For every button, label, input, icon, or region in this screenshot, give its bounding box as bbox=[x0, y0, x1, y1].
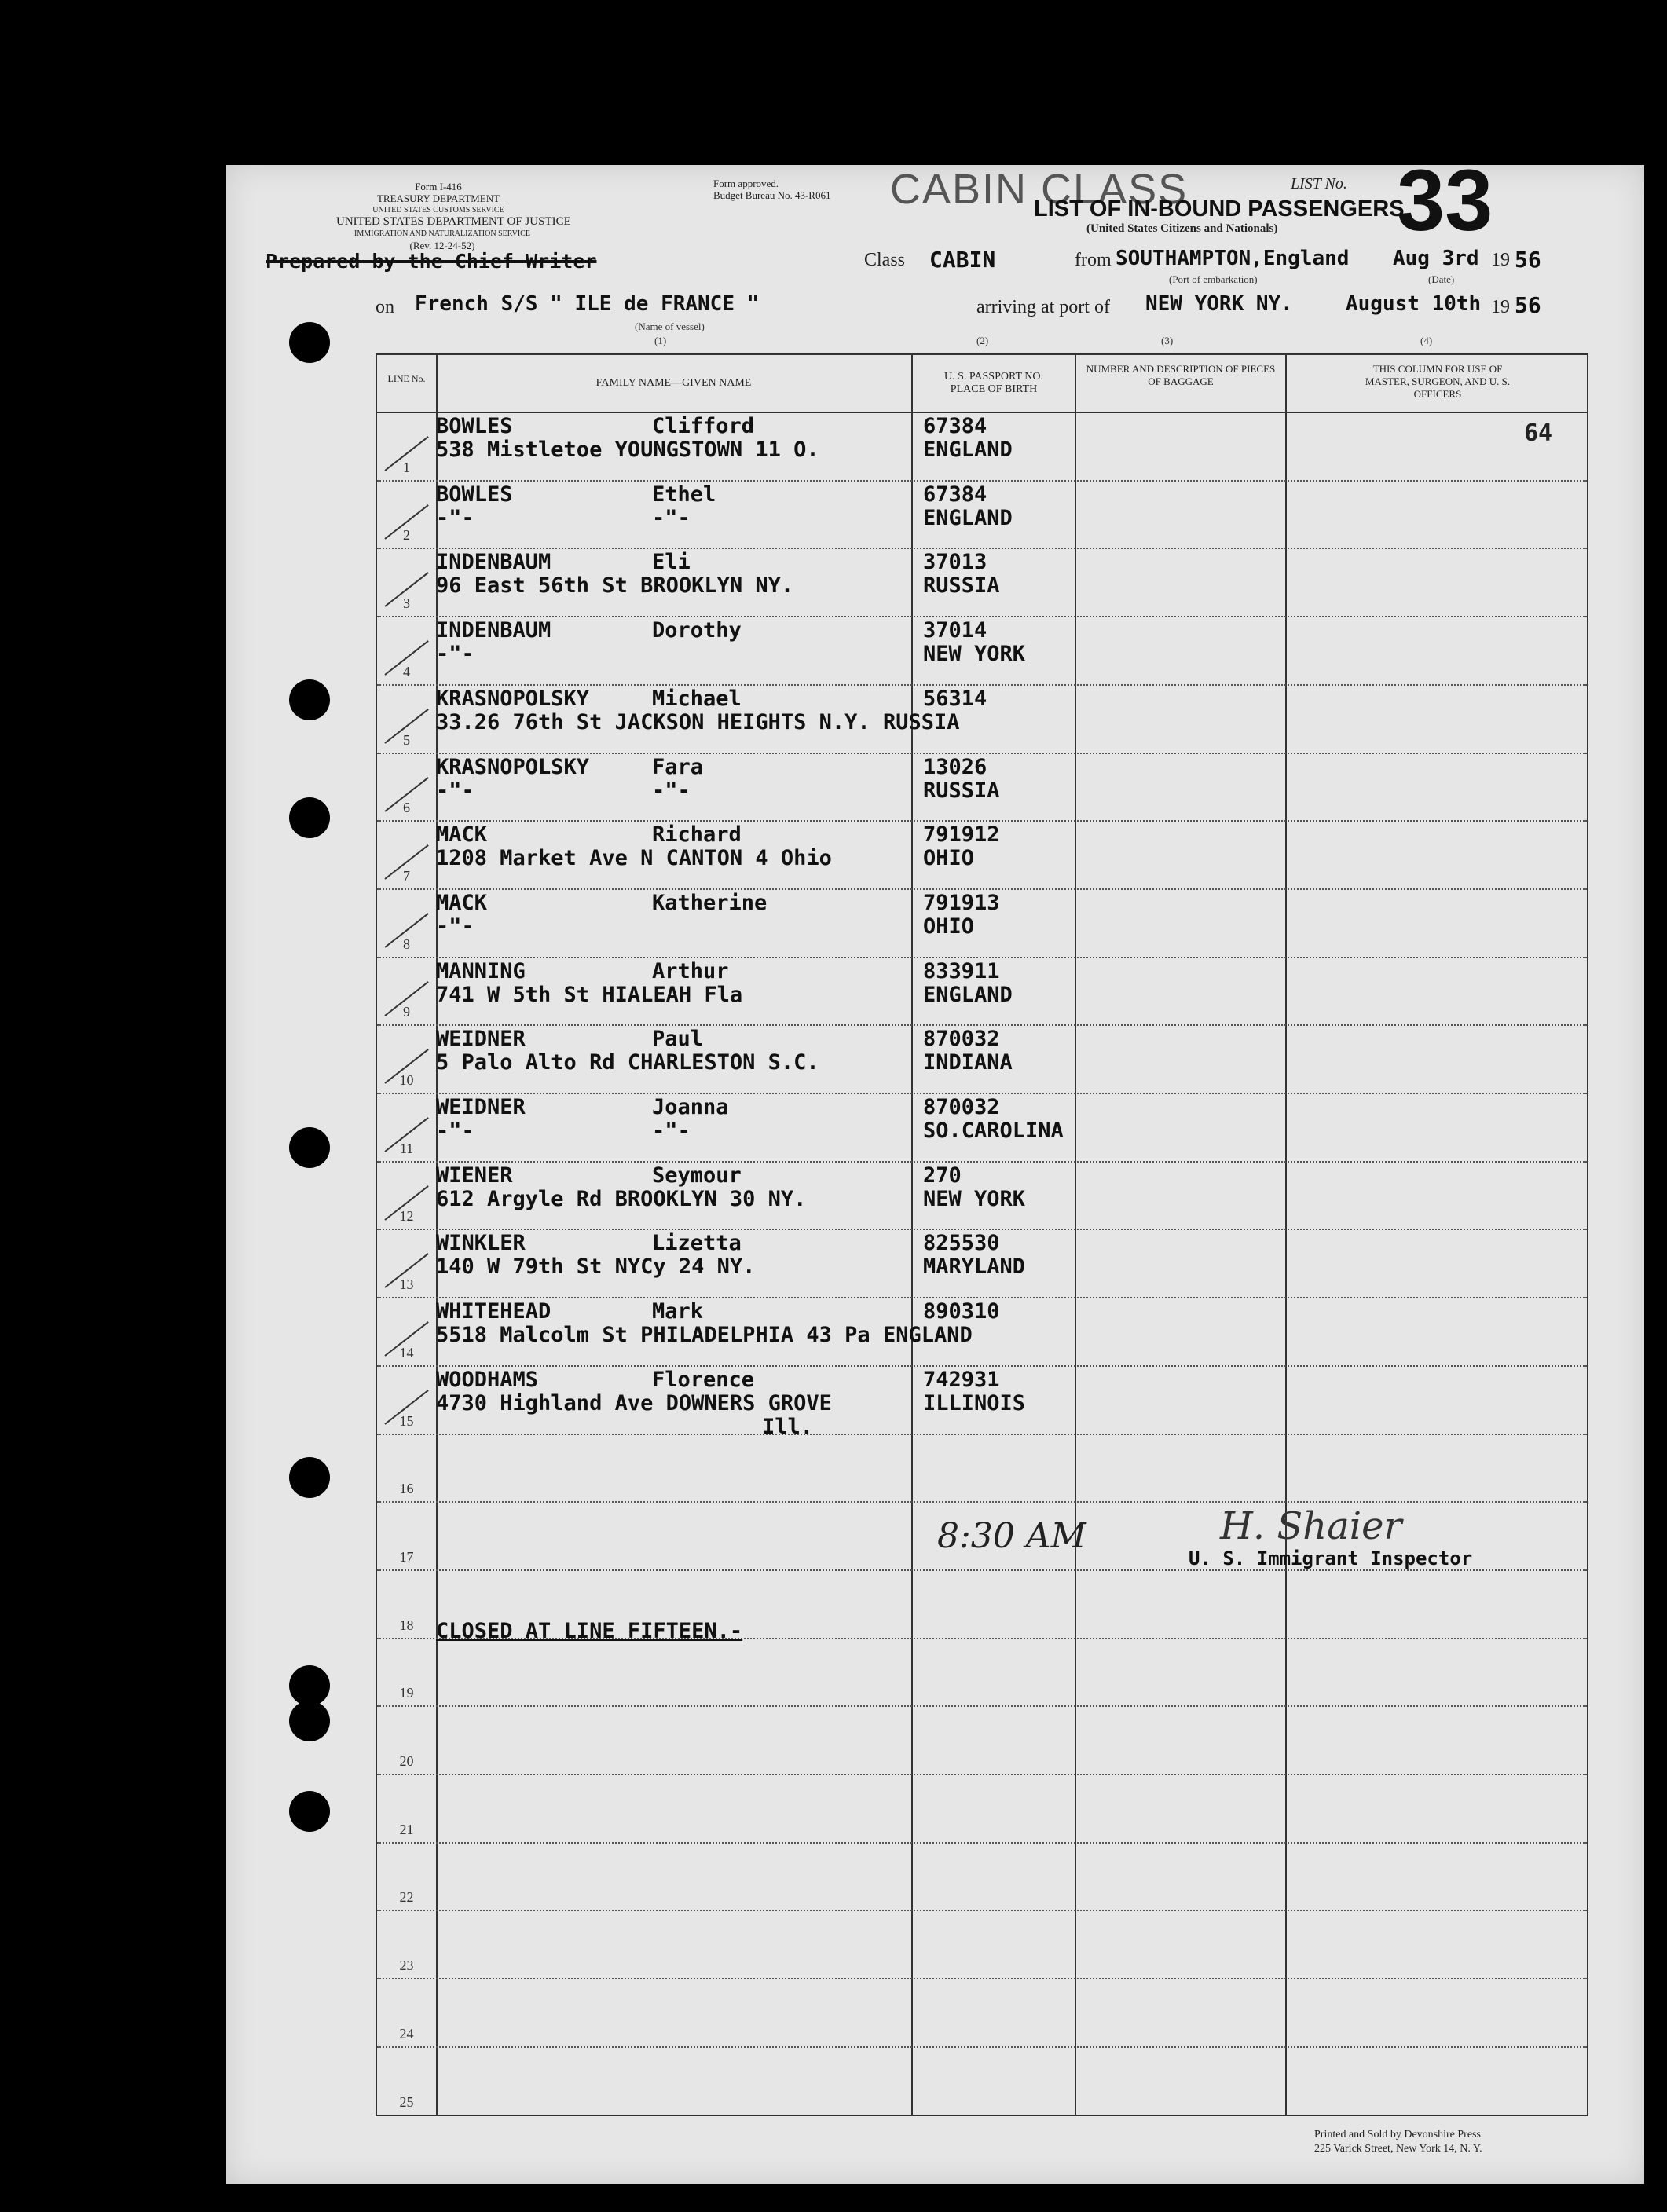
year-prefix-1: 19 bbox=[1491, 250, 1510, 270]
family-name: MANNING bbox=[436, 958, 526, 983]
form-revision: (Rev. 12-24-52) bbox=[409, 240, 475, 251]
prepared-by: Prepared by the Chief Writer bbox=[266, 250, 597, 273]
col-num-1: (1) bbox=[654, 335, 667, 346]
line-number: 14 bbox=[399, 1344, 414, 1361]
vessel-name: French S/S " ILE de FRANCE " bbox=[415, 292, 760, 316]
passport-number: 56314 bbox=[923, 686, 987, 711]
row-rule bbox=[377, 1434, 1587, 1436]
given-name: Florence bbox=[652, 1367, 755, 1392]
list-no-label: LIST No. bbox=[1291, 175, 1347, 192]
date-caption: (Date) bbox=[1428, 273, 1455, 285]
printer-line-1: Printed and Sold by Devonshire Press bbox=[1314, 2129, 1481, 2141]
line-number: 16 bbox=[399, 1481, 414, 1497]
family-name: BOWLES bbox=[436, 482, 513, 507]
header-officers: THIS COLUMN FOR USE OF MASTER, SURGEON, AND U. S. OFFICERS bbox=[1365, 363, 1511, 400]
class-value: CABIN bbox=[929, 247, 996, 273]
line-number: 9 bbox=[403, 1004, 410, 1020]
address: 33.26 76th St JACKSON HEIGHTS N.Y. RUSSIA bbox=[436, 709, 960, 734]
birthplace: ENGLAND bbox=[923, 438, 1013, 462]
row-rule bbox=[377, 1161, 1587, 1163]
given-name: Michael bbox=[652, 686, 742, 711]
inspector-title: U. S. Immigrant Inspector bbox=[1189, 1547, 1473, 1569]
given-name: Paul bbox=[652, 1027, 704, 1052]
closed-at-line: CLOSED AT LINE FIFTEEN.- bbox=[436, 1619, 743, 1643]
address: 538 Mistletoe YOUNGSTOWN 11 O. bbox=[436, 438, 819, 462]
birthplace: ILLINOIS bbox=[923, 1390, 1026, 1415]
family-name: WEIDNER bbox=[436, 1027, 526, 1052]
row-rule bbox=[377, 1910, 1587, 1912]
vessel-caption: (Name of vessel) bbox=[635, 320, 705, 332]
passport-number: 791913 bbox=[923, 890, 1000, 915]
agency-justice: UNITED STATES DEPARTMENT OF JUSTICE bbox=[336, 215, 571, 228]
form-header-justice bbox=[336, 215, 571, 251]
class-label: Class bbox=[864, 250, 906, 270]
address: 1208 Market Ave N CANTON 4 Ohio bbox=[436, 846, 832, 871]
passport-number: 37014 bbox=[923, 618, 987, 643]
birthplace: NEW YORK bbox=[923, 1186, 1026, 1211]
officer-note: 64 bbox=[1524, 419, 1553, 447]
inspector-signature: H. Shaier bbox=[1220, 1504, 1402, 1548]
binder-hole bbox=[289, 322, 330, 363]
manifest-sheet bbox=[226, 152, 1644, 2184]
passport-number: 67384 bbox=[923, 482, 987, 507]
address: -"- bbox=[436, 914, 474, 939]
agency-ins: IMMIGRATION AND NATURALIZATION SERVICE bbox=[354, 229, 530, 238]
form-approved: Form approved. bbox=[713, 178, 779, 189]
row-rule bbox=[377, 1569, 1587, 1572]
from-label: from bbox=[1075, 250, 1112, 270]
passport-number: 791912 bbox=[923, 822, 1000, 848]
col-num-3: (3) bbox=[1161, 335, 1174, 346]
family-name: INDENBAUM bbox=[436, 618, 551, 643]
line-number: 7 bbox=[403, 867, 410, 884]
birthplace: RUSSIA bbox=[923, 573, 1000, 599]
binder-hole bbox=[289, 679, 330, 720]
line-number: 20 bbox=[399, 1753, 414, 1769]
address: -"- bbox=[436, 642, 474, 667]
arriving-label: arriving at port of bbox=[976, 297, 1110, 317]
list-number: 33 bbox=[1397, 152, 1493, 249]
row-rule bbox=[377, 1842, 1587, 1844]
family-name: WEIDNER bbox=[436, 1095, 526, 1119]
passport-number: 67384 bbox=[923, 414, 987, 438]
given-name: Dorothy bbox=[652, 618, 742, 643]
line-number: 5 bbox=[403, 731, 410, 748]
binder-hole bbox=[289, 1127, 330, 1168]
address: -"- bbox=[436, 1119, 474, 1143]
row-rule bbox=[377, 1705, 1587, 1708]
given-name: Seymour bbox=[652, 1163, 742, 1188]
given-name: Clifford bbox=[652, 414, 755, 438]
birthplace: ENGLAND bbox=[923, 505, 1013, 530]
passport-number: 870032 bbox=[923, 1027, 1000, 1052]
cabin-class-stamp: CABIN CLASS bbox=[890, 166, 1189, 213]
passport-number: 13026 bbox=[923, 754, 987, 779]
line-number: 12 bbox=[399, 1208, 414, 1225]
year-value-1: 56 bbox=[1515, 247, 1541, 273]
arrival-port: NEW YORK NY. bbox=[1145, 292, 1293, 316]
line-number: 4 bbox=[403, 663, 410, 679]
birthplace: RUSSIA bbox=[923, 778, 1000, 803]
given-name-ditto: -"- bbox=[652, 778, 691, 803]
binder-hole bbox=[289, 1791, 330, 1832]
birthplace: OHIO bbox=[923, 914, 975, 939]
address: 5 Palo Alto Rd CHARLESTON S.C. bbox=[436, 1050, 819, 1075]
form-id: Form I-416 bbox=[415, 181, 462, 192]
col-num-2: (2) bbox=[976, 335, 989, 346]
address: 5518 Malcolm St PHILADELPHIA 43 Pa ENGLAND bbox=[436, 1323, 973, 1348]
passport-number: 270 bbox=[923, 1163, 962, 1188]
family-name: MACK bbox=[436, 822, 488, 848]
line-number: 19 bbox=[399, 1685, 414, 1701]
printer-line-2: 225 Varick Street, New York 14, N. Y. bbox=[1314, 2143, 1482, 2155]
given-name: Richard bbox=[652, 822, 742, 848]
address: 4730 Highland Ave DOWNERS GROVE bbox=[436, 1390, 832, 1415]
line-number: 18 bbox=[399, 1617, 414, 1633]
given-name: Mark bbox=[652, 1299, 704, 1324]
form-header-agencies bbox=[360, 181, 517, 216]
year-prefix-2: 19 bbox=[1491, 297, 1510, 317]
arrival-date: August 10th bbox=[1346, 292, 1482, 316]
family-name: MACK bbox=[436, 890, 488, 915]
given-name: Joanna bbox=[652, 1095, 729, 1119]
address: 741 W 5th St HIALEAH Fla bbox=[436, 982, 743, 1007]
family-name: WINKLER bbox=[436, 1231, 526, 1256]
year-value-2: 56 bbox=[1515, 292, 1541, 318]
family-name: WOODHAMS bbox=[436, 1367, 539, 1392]
line-number: 21 bbox=[399, 1821, 414, 1837]
given-name: Eli bbox=[652, 550, 691, 575]
address: 612 Argyle Rd BROOKLYN 30 NY. bbox=[436, 1186, 807, 1211]
family-name: KRASNOPOLSKY bbox=[436, 686, 590, 711]
row-rule bbox=[377, 2046, 1587, 2049]
birthplace: MARYLAND bbox=[923, 1254, 1026, 1280]
row-rule bbox=[377, 1978, 1587, 1980]
address: -"- bbox=[436, 778, 474, 803]
line-number: 10 bbox=[399, 1072, 414, 1088]
passport-number: 825530 bbox=[923, 1231, 1000, 1256]
birthplace: ENGLAND bbox=[923, 982, 1013, 1007]
header-line-no: LINE No. bbox=[387, 373, 426, 384]
from-date: Aug 3rd bbox=[1393, 247, 1479, 270]
address: -"- bbox=[436, 505, 474, 530]
given-name-ditto: -"- bbox=[652, 505, 691, 530]
col-num-4: (4) bbox=[1420, 335, 1433, 346]
port-embark-caption: (Port of embarkation) bbox=[1169, 273, 1258, 285]
budget-bureau: Budget Bureau No. 43-R061 bbox=[713, 189, 831, 201]
passport-number: 870032 bbox=[923, 1095, 1000, 1119]
birthplace: SO.CAROLINA bbox=[923, 1119, 1064, 1143]
address-line-2: Ill. bbox=[762, 1414, 814, 1439]
passport-number: 37013 bbox=[923, 550, 987, 575]
family-name: WIENER bbox=[436, 1163, 513, 1188]
family-name: INDENBAUM bbox=[436, 550, 551, 575]
family-name: WHITEHEAD bbox=[436, 1299, 551, 1324]
passenger-table bbox=[376, 353, 1588, 2116]
line-number: 8 bbox=[403, 936, 410, 952]
from-value: SOUTHAMPTON,England bbox=[1116, 247, 1350, 270]
given-name: Arthur bbox=[652, 958, 729, 983]
binder-hole bbox=[289, 797, 330, 838]
birthplace: NEW YORK bbox=[923, 642, 1026, 667]
given-name: Fara bbox=[652, 754, 704, 779]
given-name: Lizetta bbox=[652, 1231, 742, 1256]
line-number: 15 bbox=[399, 1412, 414, 1429]
on-label: on bbox=[376, 297, 394, 317]
agency-treasury: TREASURY DEPARTMENT bbox=[376, 192, 500, 204]
header-passport: U. S. PASSPORT NO. PLACE OF BIRTH bbox=[944, 371, 1043, 395]
line-number: 3 bbox=[403, 595, 410, 612]
header-name: FAMILY NAME—GIVEN NAME bbox=[595, 377, 752, 389]
passport-number: 742931 bbox=[923, 1367, 1000, 1392]
line-number: 1 bbox=[403, 459, 410, 475]
arrival-time: 8:30 AM bbox=[937, 1516, 1086, 1556]
binder-hole bbox=[289, 1457, 330, 1498]
form-subtitle: (United States Citizens and Nationals) bbox=[1086, 222, 1278, 235]
line-number: 17 bbox=[399, 1548, 414, 1565]
form-title: LIST OF IN-BOUND PASSENGERS bbox=[1034, 196, 1405, 222]
budget-approval bbox=[713, 178, 830, 201]
line-number: 25 bbox=[399, 2093, 414, 2110]
line-number: 22 bbox=[399, 1889, 414, 1906]
address: 140 W 79th St NYCy 24 NY. bbox=[436, 1254, 756, 1280]
header-baggage: NUMBER AND DESCRIPTION OF PIECES OF BAGGAGE bbox=[1086, 363, 1276, 387]
address: 96 East 56th St BROOKLYN NY. bbox=[436, 573, 794, 599]
birthplace: INDIANA bbox=[923, 1050, 1013, 1075]
agency-customs: UNITED STATES CUSTOMS SERVICE bbox=[372, 206, 504, 214]
passport-number: 833911 bbox=[923, 958, 1000, 983]
binder-hole bbox=[289, 1701, 330, 1741]
passport-number: 890310 bbox=[923, 1299, 1000, 1324]
given-name-ditto: -"- bbox=[652, 1119, 691, 1143]
family-name: BOWLES bbox=[436, 414, 513, 438]
row-rule bbox=[377, 1501, 1587, 1503]
given-name: Katherine bbox=[652, 890, 768, 915]
given-name: Ethel bbox=[652, 482, 716, 507]
line-number: 24 bbox=[399, 2025, 414, 2042]
line-number: 13 bbox=[399, 1276, 414, 1293]
row-rule bbox=[377, 1774, 1587, 1776]
line-number: 2 bbox=[403, 527, 410, 544]
birthplace: OHIO bbox=[923, 846, 975, 871]
line-number: 6 bbox=[403, 800, 410, 816]
line-number: 23 bbox=[399, 1957, 414, 1974]
line-number: 11 bbox=[399, 1140, 414, 1156]
family-name: KRASNOPOLSKY bbox=[436, 754, 590, 779]
